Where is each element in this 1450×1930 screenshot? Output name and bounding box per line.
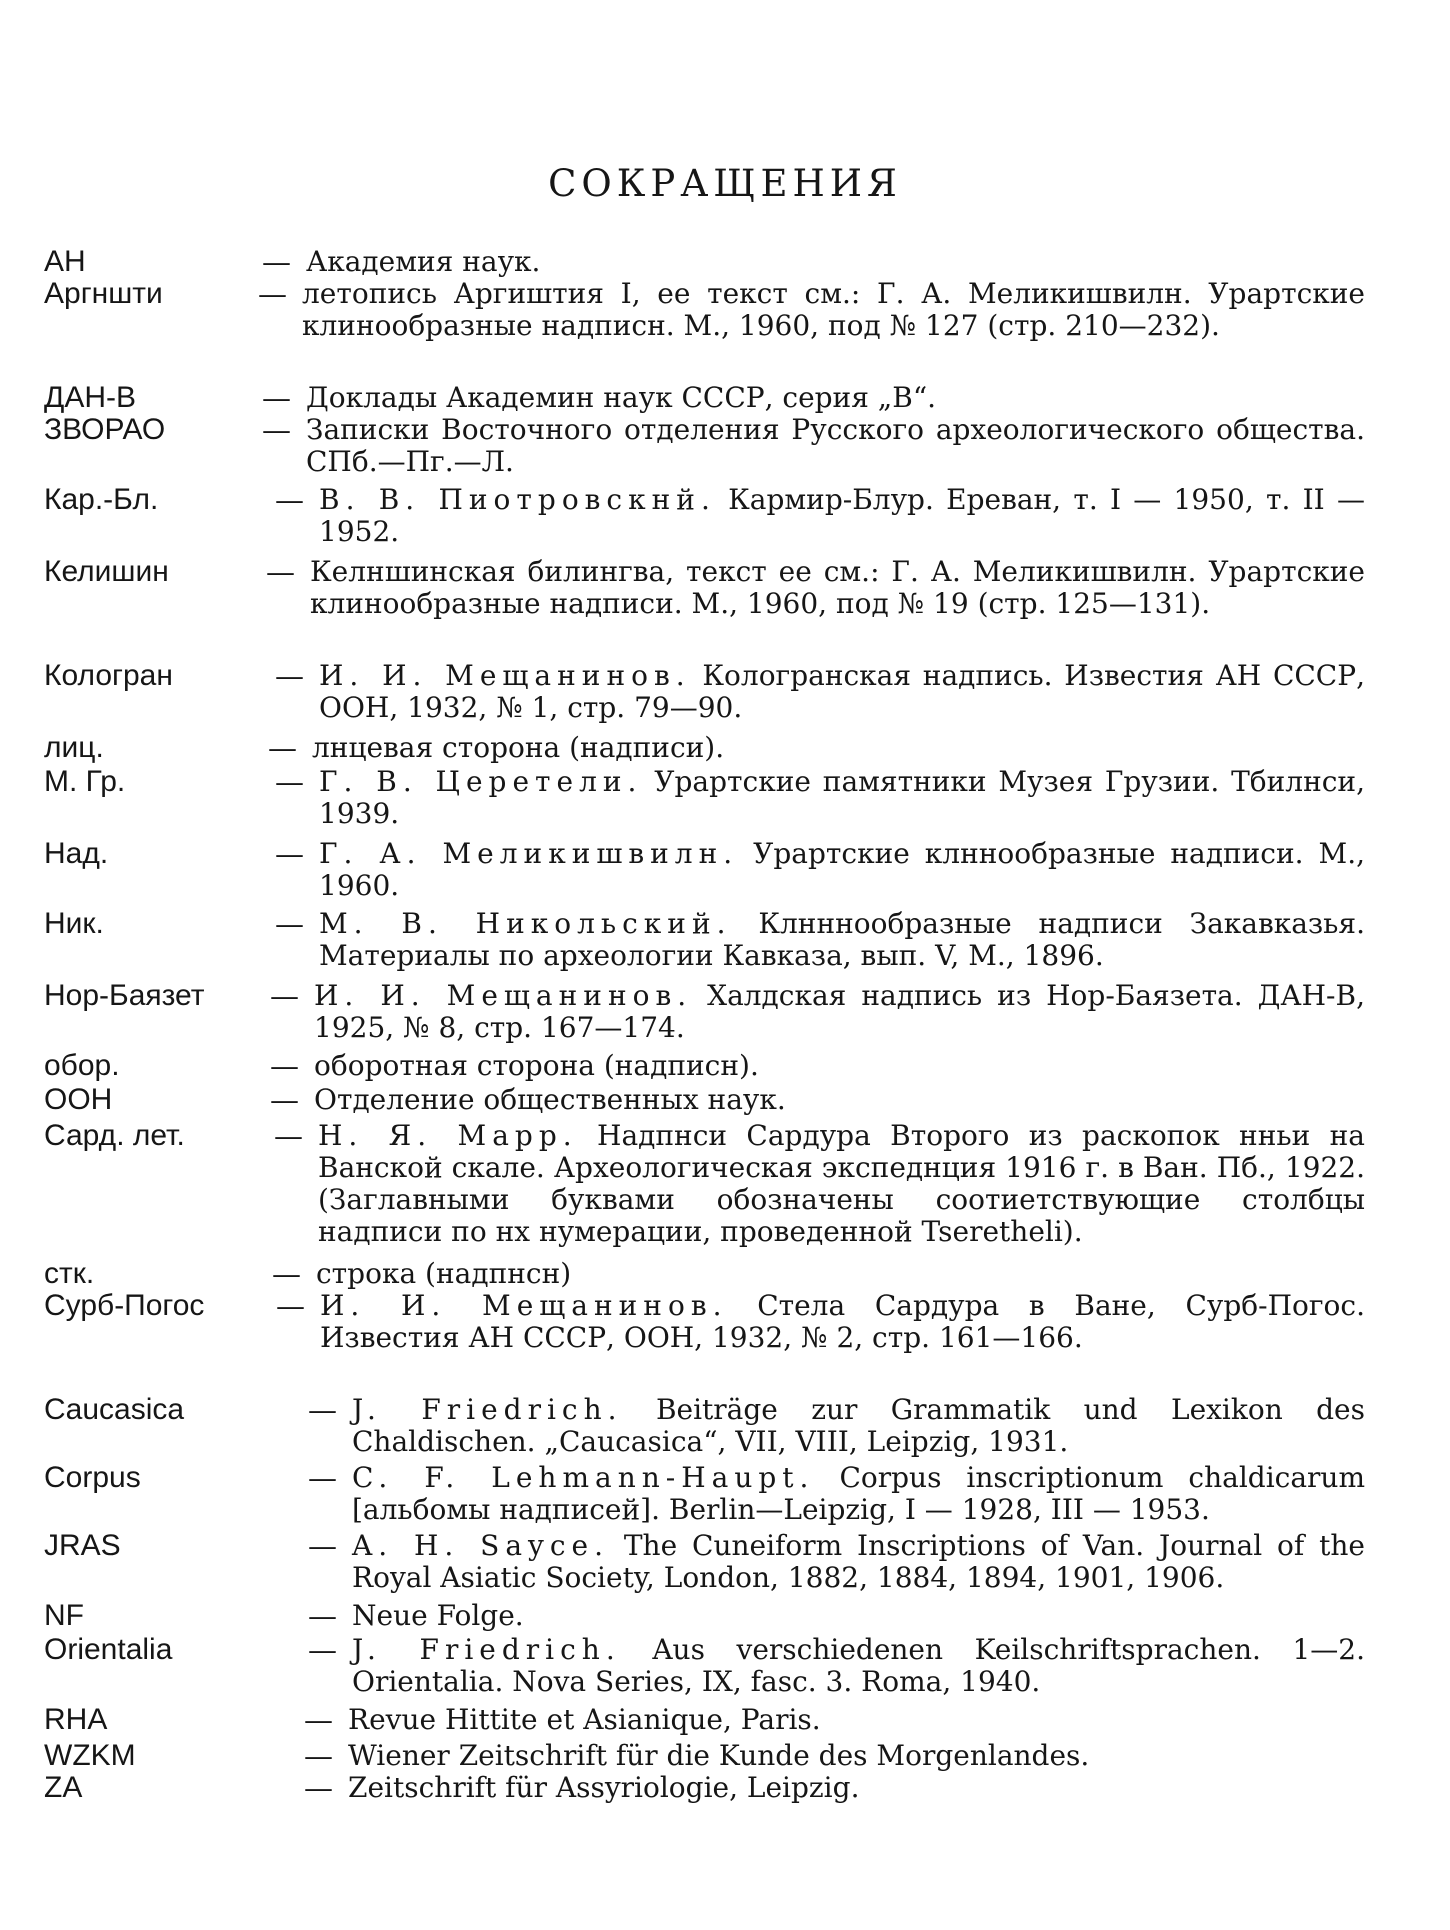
definition-text: Урартские памятники Музея Грузии. Тбилнси, 1939. [319,765,1365,830]
abbreviation-term: Caucasica [44,1393,185,1426]
definition-text: Wiener Zeitschrift für die Kunde des Morgenlandes. [348,1739,1090,1772]
author-name: Н. Я. Марр. [318,1119,578,1152]
entry-dash: — [304,1771,333,1805]
page-title: СОКРАЩЕНИЯ [548,162,902,205]
definition-text: Aus verschiedenen Keilschriftsprachen. 1—2. Orientalia. Nova Series, IX, fasc. 3. Roma, 1940. [352,1633,1365,1698]
entry-dash: — [262,245,291,279]
abbreviation-term: Corpus [44,1461,141,1494]
definition-text: оборотная сторона (надписн). [314,1049,759,1082]
abbreviation-definition [320,1290,1365,1354]
abbreviation-definition [352,1394,1365,1458]
abbreviation-definition [314,1050,1365,1082]
abbreviation-definition [306,414,1365,478]
abbreviation-definition [314,1084,1365,1116]
entry-dash: — [275,659,304,693]
abbreviation-definition [318,1120,1365,1248]
definition-text: Кармир-Блур. Ереван, т. I — 1950, т. II — 1952. [319,483,1365,548]
abbreviation-definition [348,1704,1365,1736]
abbreviation-term: Нор-Баязет [44,979,205,1012]
author-name: C. F. Lehmann-Haupt. [352,1461,815,1494]
abbreviation-definition [314,980,1365,1044]
entry-dash: — [262,381,291,415]
definition-text: Академия наук. [306,245,541,278]
author-name: J. Friedrich. [352,1633,621,1666]
entry-dash: — [266,555,295,589]
abbreviation-definition [302,278,1365,342]
abbreviation-term: WZKM [44,1739,136,1772]
abbreviation-definition [306,382,1365,414]
entry-dash: — [270,1049,299,1083]
definition-text: Урартские клннообразные надписи. М., 1960. [319,837,1365,902]
author-name: М. В. Никольский. [319,907,732,940]
definition-text: Стела Сардура в Ване, Сурб-Погос. Известия АН СССР, ООН, 1932, № 2, стр. 161—166. [320,1289,1365,1354]
definition-text: летопись Аргиштия I, ее текст см.: Г. А. Меликишвилн. Урартские клинообразные надписн. М., 1960, под № 127 (стр. 210—232). [302,277,1365,342]
abbreviation-term: ООН [44,1083,113,1116]
abbreviation-definition [310,556,1365,620]
abbreviation-term: лиц. [44,731,104,764]
definition-text: Клнннообразные надписи Закавказья. Материалы по археологии Кавказа, вып. V, М., 1896. [319,907,1365,972]
abbreviation-definition [319,660,1365,724]
author-name: Г. В. Церетели. [319,765,643,798]
author-name: В. В. Пиотровскнй. [319,483,716,516]
abbreviation-definition [306,246,1365,278]
definition-text: лнцевая сторона (надписи). [312,731,725,764]
entry-dash: — [270,1083,299,1117]
abbreviation-term: Ник. [44,907,104,940]
entry-dash: — [304,1703,333,1737]
definition-text: The Cuneiform Inscriptions of Van. Journal of the Royal Asiatic Society, London, 1882, 1884, 1894, 1901, 1906. [352,1529,1365,1594]
definition-text: Записки Восточного отделения Русского археологического общества. СПб.—Пг.—Л. [306,413,1365,478]
abbreviation-definition [348,1772,1365,1804]
abbreviation-term: Сурб-Погос [44,1289,205,1322]
abbreviation-term: Кар.-Бл. [44,483,159,516]
abbreviation-term: ДАН-В [44,381,136,414]
abbreviation-definition [319,838,1365,902]
abbreviation-term: Кологран [44,659,173,692]
abbreviation-definition [312,732,1365,764]
abbreviation-term: Orientalia [44,1633,173,1666]
entry-dash: — [275,483,304,517]
abbreviation-term: стк. [44,1257,95,1290]
abbreviation-term: Аргншти [44,277,163,310]
abbreviation-definition [352,1600,1365,1632]
entry-dash: — [274,1119,303,1153]
abbreviation-term: АН [44,245,86,278]
definition-text: Zeitschrift für Assyriologie, Leipzig. [348,1771,860,1804]
definition-text: Кологранская надпись. Известия АН СССР, ООН, 1932, № 1, стр. 79—90. [319,659,1365,724]
definition-text: строка (надпнсн) [316,1257,572,1290]
author-name: И. И. Мещанинов. [319,659,691,692]
abbreviation-term: JRAS [44,1529,121,1562]
definition-text: Халдская надпись из Нор-Баязета. ДАН-В, 1925, № 8, стр. 167—174. [314,979,1365,1044]
definition-text: Neue Folge. [352,1599,524,1632]
abbreviation-definition [319,484,1365,548]
author-name: Г. А. Меликишвилн. [319,837,739,870]
definition-text: Келншинская билингва, текст ее см.: Г. А. Меликишвилн. Урартские клинообразные надписи. М., 1960, под № 19 (стр. 125—131). [310,555,1365,620]
entry-dash: — [275,837,304,871]
entry-dash: — [272,1257,301,1291]
entry-dash: — [308,1529,337,1563]
abbreviation-definition [348,1740,1365,1772]
author-name: И. И. Мещанинов. [320,1289,728,1322]
author-name: A. H. Sayce. [352,1529,610,1562]
abbreviation-definition [352,1634,1365,1698]
entry-dash: — [275,765,304,799]
abbreviation-definition [352,1530,1365,1594]
entry-dash: — [268,731,297,765]
definition-text: Надпнси Сардура Второго из раскопок нньи на Ванской скале. Археологическая экспеднция 1916 г. в Ван. Пб., 1922. (Заглавными буквами обозначены соотиетствующие столбцы надписи по нх нумерации, проведенной Tseretheli). [318,1119,1366,1248]
abbreviation-term: NF [44,1599,84,1632]
abbreviation-term: М. Гр. [44,765,126,798]
definition-text: Отделение общественных наук. [314,1083,786,1116]
entry-dash: — [275,907,304,941]
abbreviation-term: обор. [44,1049,120,1082]
entry-dash: — [308,1599,337,1633]
definition-text: Corpus inscriptionum chaldicarum [альбомы надписей]. Berlin—Leipzig, I — 1928, III — 1953. [352,1461,1365,1526]
abbreviation-term: RHA [44,1703,108,1736]
entry-dash: — [308,1393,337,1427]
entry-dash: — [270,979,299,1013]
definition-text: Доклады Академин наук СССР, серия „В“. [306,381,937,414]
entry-dash: — [276,1289,305,1323]
abbreviation-definition [319,908,1365,972]
abbreviation-term: Над. [44,837,109,870]
definition-text: Beiträge zur Grammatik und Lexikon des Chaldischen. „Caucasica“, VII, VIII, Leipzig, 1931. [352,1393,1365,1458]
definition-text: Revue Hittite et Asianique, Paris. [348,1703,821,1736]
entry-dash: — [304,1739,333,1773]
abbreviation-definition [352,1462,1365,1526]
entry-dash: — [262,413,291,447]
abbreviation-definition [319,766,1365,830]
abbreviation-term: Сард. лет. [44,1119,185,1152]
abbreviation-definition [316,1258,1365,1290]
author-name: И. И. Мещанинов. [314,979,693,1012]
abbreviation-term: ЗВОРАО [44,413,166,446]
entry-dash: — [308,1633,337,1667]
abbreviation-term: ZA [44,1771,83,1804]
author-name: J. Friedrich. [352,1393,623,1426]
entry-dash: — [258,277,287,311]
abbreviation-term: Келишин [44,555,169,588]
entry-dash: — [308,1461,337,1495]
